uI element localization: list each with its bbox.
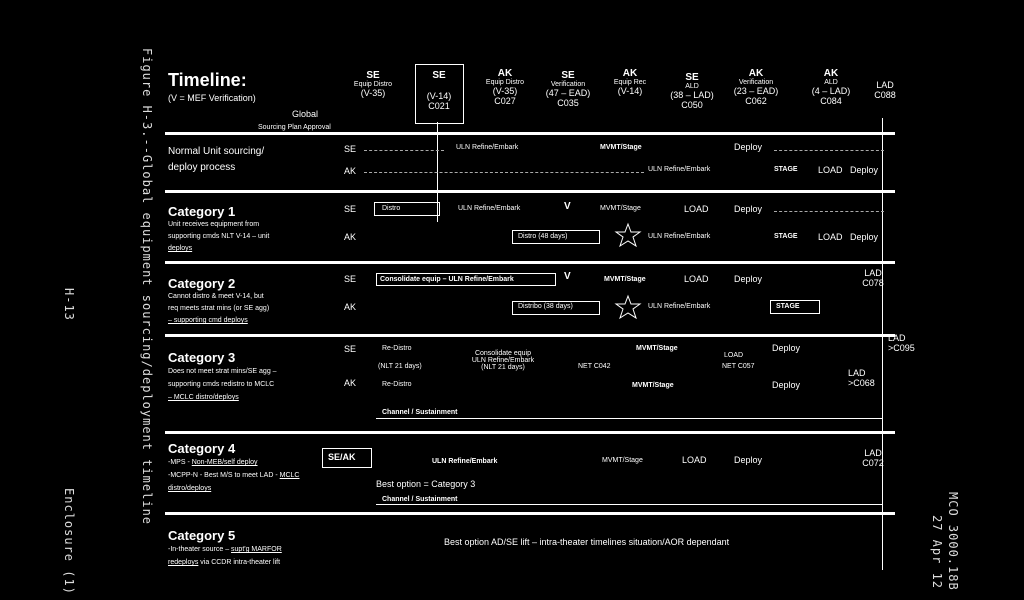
approval-label: Sourcing Plan Approval <box>258 124 331 131</box>
page-number: H-13 <box>62 288 76 321</box>
cat3-channel: Channel / Sustainment <box>382 409 458 416</box>
cat3-ak-mvmt: MVMT/Stage <box>632 382 674 389</box>
cat4-mvmt: MVMT/Stage <box>602 457 643 464</box>
cat1-ak-stage: STAGE <box>774 233 798 240</box>
cat2-desc: Cannot distro & meet V-14, but <box>168 293 264 300</box>
doc-id: MCO 3000.18B <box>946 492 960 591</box>
cat3-title: Category 3 <box>168 350 236 365</box>
cat1-se-distro: Distro <box>382 205 401 212</box>
normal-ak-refine: ULN Refine/Embark <box>648 166 711 173</box>
header-col: LAD C088 <box>874 80 896 100</box>
cat2-se-consol: Consolidate equip – ULN Refine/Embark <box>380 276 514 283</box>
cat1-se-load: LOAD <box>684 204 709 214</box>
cat3-desc: Does not meet strat mins/SE agg – <box>168 368 277 375</box>
cat2-ak-refine: ULN Refine/Embark <box>648 303 711 310</box>
cat5-best-option: Best option AD/SE lift – intra-theater timelines situation/AOR dependant <box>444 537 730 547</box>
doc-date: 27 Apr 12 <box>930 515 944 590</box>
cat4-best-option: Best option = Category 3 <box>376 479 476 489</box>
cat4-seak: SE/AK <box>328 452 356 462</box>
cat3-ak-deploy: Deploy <box>772 380 801 390</box>
cat3-net-c042: NET C042 <box>578 363 611 370</box>
normal-se-deploy: Deploy <box>734 142 763 152</box>
cat3-se-load: LOAD <box>724 352 744 359</box>
cat3-lad-top: LAD >C095 <box>888 333 915 353</box>
cat3-net-c057: NET C057 <box>722 363 755 370</box>
divider <box>165 132 895 135</box>
cat2-ak-distro: Distribo (38 days) <box>518 303 573 310</box>
cat3-lad-bottom: LAD >C068 <box>848 368 875 388</box>
cat2-lad: LAD C078 <box>862 268 884 288</box>
cat3-se-redistro: Re-Distro <box>382 345 412 352</box>
divider <box>165 190 895 193</box>
cat5-desc: -In-theater source – supt'g MARFOR <box>168 546 282 553</box>
cat3-ak: AK <box>344 378 357 388</box>
cat1-desc: deploys <box>168 245 193 252</box>
figure-caption: Figure H-3.--Global equipment sourcing/deployment timeline <box>140 48 154 526</box>
cat2-ak: AK <box>344 302 357 312</box>
cat5-desc: redeploys via CCDR intra-theater lift <box>168 559 281 566</box>
cat1-title: Category 1 <box>168 204 236 219</box>
divider <box>165 261 895 264</box>
cat4-channel: Channel / Sustainment <box>382 496 458 503</box>
lad-vertical-line <box>882 118 883 570</box>
cat2-verification-mark: V <box>564 271 571 282</box>
cat3-desc: supporting cmds redistro to MCLC <box>168 381 275 388</box>
cat1-verification-mark: V <box>564 201 571 212</box>
normal-se-mvmt: MVMT/Stage <box>600 144 642 151</box>
cat4-deploy: Deploy <box>734 455 763 465</box>
cat1-ak-load: LOAD <box>818 232 843 242</box>
cat3-se-mvmt: MVMT/Stage <box>636 345 678 352</box>
divider <box>165 512 895 515</box>
header-col: AK Equip Rec (V-14) <box>613 68 647 96</box>
normal-ak-load: LOAD <box>818 165 843 175</box>
cat3-se-deploy: Deploy <box>772 343 801 353</box>
cat1-se: SE <box>344 204 357 214</box>
header-col: AK Equip Distro (V-35) C027 <box>485 68 525 106</box>
cat2-se: SE <box>344 274 357 284</box>
header-col: SE (V-14) C021 <box>426 70 452 111</box>
header-col: AK Verification (23 – EAD) C062 <box>733 68 779 106</box>
cat2-se-deploy: Deploy <box>734 274 763 284</box>
cat3-consolidate: Consolidate equip ULN Refine/Embark (NLT 21 days) <box>471 350 535 371</box>
cat4-load: LOAD <box>682 455 707 465</box>
normal-ak-stage: STAGE <box>774 166 798 173</box>
cat1-ak-distro: Distro (48 days) <box>518 233 568 240</box>
star-icon <box>614 294 642 320</box>
cat2-se-mvmt: MVMT/Stage <box>604 276 646 283</box>
cat3-se-nlt: (NLT 21 days) <box>378 363 422 370</box>
cat4-desc: -MPS - Non-MEB/self deploy <box>168 459 258 466</box>
normal-ak-deploy: Deploy <box>850 165 879 175</box>
cat2-desc: – supporting cmd deploys <box>168 317 248 324</box>
cat4-refine: ULN Refine/Embark <box>432 458 498 465</box>
cat1-ak-refine: ULN Refine/Embark <box>648 233 711 240</box>
normal-ak: AK <box>344 166 357 176</box>
cat3-ak-redistro: Re-Distro <box>382 381 412 388</box>
global-label: Global <box>292 109 319 119</box>
cat2-desc: req meets strat mins (or SE agg) <box>168 305 270 312</box>
cat4-lad: LAD C072 <box>862 448 884 468</box>
normal-se-refine: ULN Refine/Embark <box>456 144 519 151</box>
cat5-title: Category 5 <box>168 528 236 543</box>
divider <box>165 334 895 337</box>
header-col: SE Verification (47 – EAD) C035 <box>545 70 591 108</box>
cat1-ak-deploy: Deploy <box>850 232 879 242</box>
cat1-ak: AK <box>344 232 357 242</box>
normal-title: Normal Unit sourcing/ <box>168 146 265 157</box>
normal-title-2: deploy process <box>168 162 236 173</box>
enclosure-label: Enclosure (1) <box>62 488 76 595</box>
cat1-desc: supporting cmds NLT V-14 – unit <box>168 233 270 240</box>
cat2-ak-stage: STAGE <box>776 303 800 310</box>
cat3-desc: – MCLC distro/deploys <box>168 394 239 401</box>
cat1-se-refine: ULN Refine/Embark <box>458 205 521 212</box>
header-col: SE Equip Distro (V-35) <box>353 70 393 98</box>
timeline-subtitle: (V = MEF Verification) <box>168 93 256 103</box>
cat1-desc: Unit receives equipment from <box>168 221 260 228</box>
divider <box>165 431 895 434</box>
cat4-desc: -MCPP-N - Best M/S to meet LAD - MCLC <box>168 472 300 479</box>
header-col: SE ALD (38 – LAD) C050 <box>670 72 714 110</box>
header-col: AK ALD (4 – LAD) C084 <box>811 68 851 106</box>
cat4-desc: distro/deploys <box>168 485 212 492</box>
cat3-se: SE <box>344 344 357 354</box>
cat4-title: Category 4 <box>168 441 236 456</box>
cat2-title: Category 2 <box>168 276 236 291</box>
timeline-title: Timeline: <box>168 70 247 90</box>
cat1-se-deploy: Deploy <box>734 204 763 214</box>
star-icon <box>614 222 642 248</box>
normal-se: SE <box>344 144 357 154</box>
cat2-se-load: LOAD <box>684 274 709 284</box>
cat1-se-mvmt: MVMT/Stage <box>600 205 641 212</box>
